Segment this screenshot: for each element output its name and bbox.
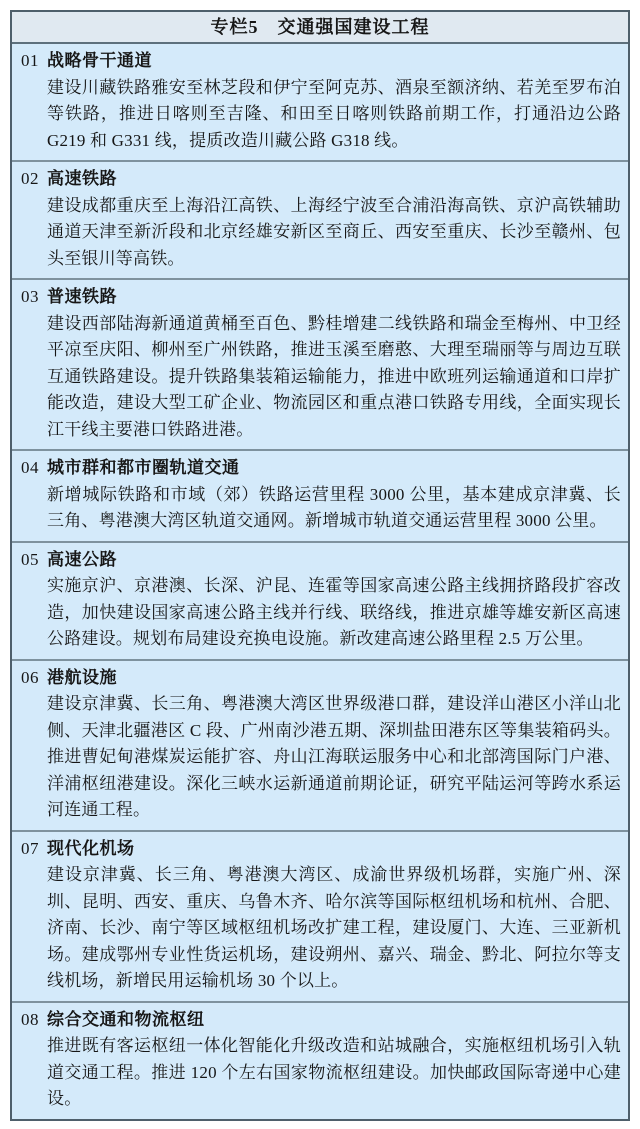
section-heading: 高速铁路 (47, 169, 117, 188)
section-05 (12, 541, 628, 659)
section-body: 实施京沪、京港澳、长深、沪昆、连霍等国家高速公路主线拥挤路段扩容改造，加快建设国家高速公路主线并行线、联络线，推进京雄等雄安新区高速公路建设。规划布局建设充换电设施。新改建高速公路里程 2.5 万公里。 (47, 576, 621, 648)
section-body: 建设川藏铁路雅安至林芝段和伊宁至阿克苏、酒泉至额济纳、若羌至罗布泊等铁路，推进日喀则至吉隆、和田至日喀则铁路前期工作，打通沿边公路 G219 和 G331 线，提质改造川藏公路 G318 线。 (47, 77, 621, 150)
box5-panel (10, 10, 630, 1121)
section-heading: 港航设施 (47, 667, 117, 687)
section-heading: 综合交通和物流枢纽 (47, 1009, 205, 1029)
section-heading-row (12, 547, 628, 574)
section-heading: 普速铁路 (47, 287, 117, 306)
section-body: 新增城际铁路和市域（郊）铁路运营里程 3000 公里，基本建成京津冀、长三角、粤港澳大湾区轨道交通网。新增城市轨道交通运营里程 3000 公里。 (47, 484, 621, 530)
page-title: 专栏5 交通强国建设工程 (12, 12, 628, 44)
section-heading: 战略骨干通道 (47, 51, 152, 70)
section-number: 08 (21, 1009, 39, 1029)
section-heading-row (12, 284, 628, 311)
section-number: 06 (21, 667, 39, 687)
section-08 (12, 1001, 628, 1119)
section-heading-row (12, 665, 628, 692)
section-heading-row (12, 455, 628, 482)
section-body: 推进既有客运枢纽一体化智能化升级改造和站城融合，实施枢纽机场引入轨道交通工程。推进 120 个左右国家物流枢纽建设。加快邮政国际寄递中心建设。 (47, 1036, 621, 1108)
section-02 (12, 160, 628, 278)
section-body: 建设京津冀、长三角、粤港澳大湾区世界级港口群，建设洋山港区小洋山北侧、天津北疆港区 C 段、广州南沙港五期、深圳盐田港东区等集装箱码头。推进曹妃甸港煤炭运能扩容、舟山江海联运服务中心和北部湾国际门户港、洋浦枢纽港建设。深化三峡水运新通道前期论证，研究平陆运河等跨水系运河连通工程。 (47, 694, 621, 819)
box5-body (12, 44, 628, 1119)
section-01 (12, 44, 628, 160)
section-heading-row (12, 836, 628, 863)
section-body: 建设成都重庆至上海沿江高铁、上海经宁波至合浦沿海高铁、京沪高铁辅助通道天津至新沂段和北京经雄安新区至商丘、西安至重庆、长沙至赣州、包头至银川等高铁。 (47, 195, 621, 268)
section-number: 02 (21, 169, 39, 188)
section-heading-row (12, 1007, 628, 1034)
section-heading-row (12, 48, 628, 75)
section-number: 03 (21, 287, 39, 306)
section-number: 07 (21, 838, 39, 858)
section-heading: 城市群和都市圈轨道交通 (47, 458, 240, 477)
section-06 (12, 659, 628, 830)
section-heading: 高速公路 (47, 549, 117, 569)
section-heading: 现代化机场 (47, 838, 135, 858)
section-04 (12, 449, 628, 541)
section-03 (12, 278, 628, 449)
section-number: 05 (21, 549, 39, 569)
section-heading-row (12, 166, 628, 193)
section-number: 01 (21, 51, 39, 70)
section-07 (12, 830, 628, 1001)
section-body: 建设京津冀、长三角、粤港澳大湾区、成渝世界级机场群，实施广州、深圳、昆明、西安、重庆、乌鲁木齐、哈尔滨等国际枢纽机场和杭州、合肥、济南、长沙、南宁等区域枢纽机场改扩建工程，建设厦门、大连、三亚新机场。建成鄂州专业性货运机场，建设朔州、嘉兴、瑞金、黔北、阿拉尔等支线机场，新增民用运输机场 30 个以上。 (47, 865, 621, 990)
section-body: 建设西部陆海新通道黄桶至百色、黔桂增建二线铁路和瑞金至梅州、中卫经平凉至庆阳、柳州至广州铁路，推进玉溪至磨憨、大理至瑞丽等与周边互联互通铁路建设。提升铁路集装箱运输能力，推进中欧班列运输通道和口岸扩能改造，建设大型工矿企业、物流园区和重点港口铁路专用线，全面实现长江干线主要港口铁路进港。 (47, 313, 621, 439)
section-number: 04 (21, 458, 39, 477)
